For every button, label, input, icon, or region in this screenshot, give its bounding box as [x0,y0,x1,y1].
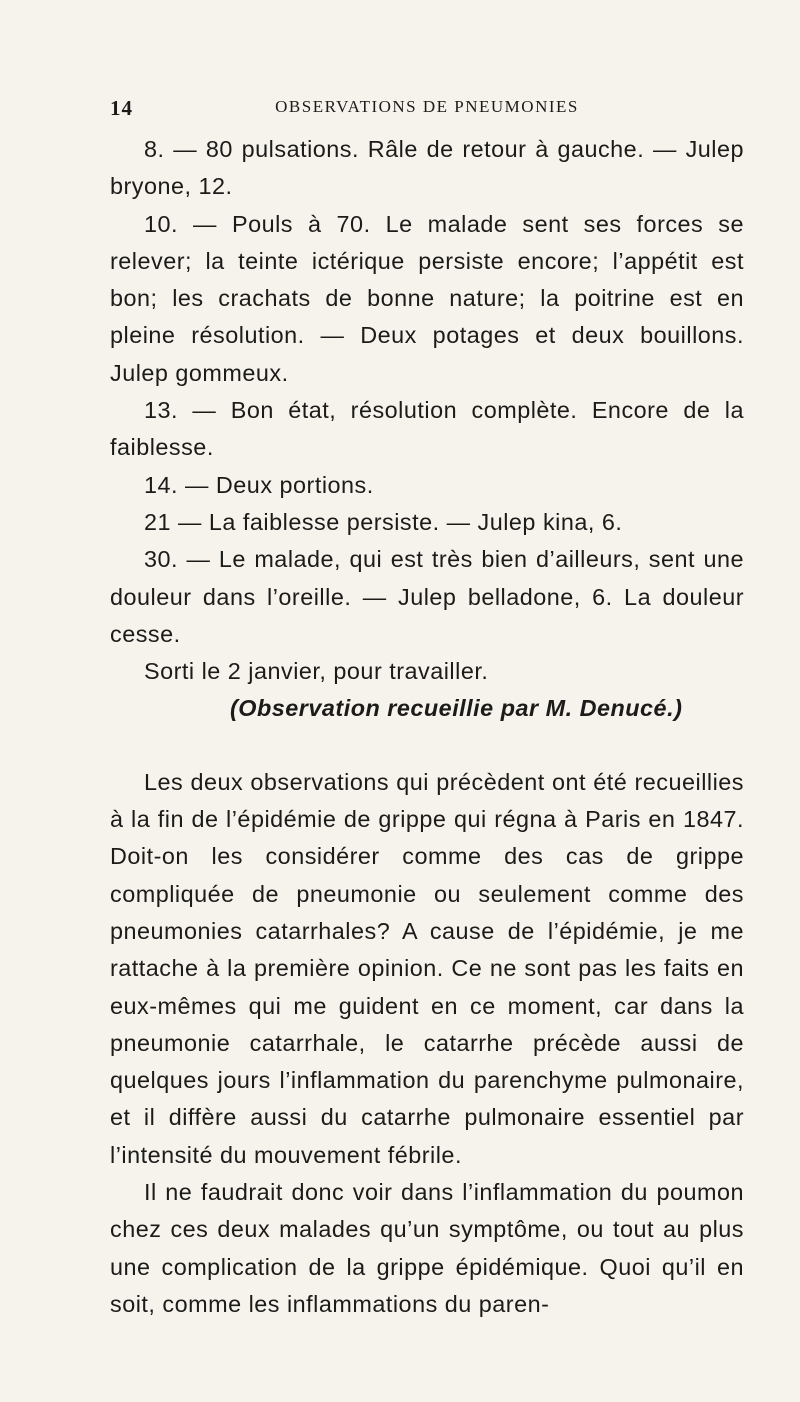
discharge-note: Sorti le 2 janvier, pour travailler. [144,658,489,685]
entry-day-21: 21 — La faiblesse persiste. — Julep kina, 6. [144,508,623,535]
section-gap [110,728,744,764]
discussion-paragraph-2: Il ne faudrait donc voir dans l’inflammation du poumon chez ces deux malades qu’un symptôme, ou tout au plus une complication de la grippe épidémique. Quoi qu’il en soit, comme les inflammations du paren- [110,1179,744,1317]
page-header [110,96,744,124]
entry-day-14: 14. — Deux portions. [144,471,374,498]
running-title: OBSERVATIONS DE PNEUMONIES [275,97,579,116]
entry-day-8: 8. — 80 pulsations. Râle de retour à gauche. — Julep bryone, 12. [110,136,744,200]
observation-attribution: (Observation recueillie par M. Denucé.) [230,695,683,722]
entry-day-30: 30. — Le malade, qui est très bien d’ailleurs, sent une douleur dans l’oreille. — Julep belladone, 6. La douleur cesse. [110,546,744,647]
discussion-paragraph-1: Les deux observations qui précèdent ont été recueillies à la fin de l’épidémie de grippe qui régna à Paris en 1847. Doit-on les considérer comme des cas de grippe compliquée de pneumonie ou seulement comme des pneumonies catarrhales? A cause de l’épidémie, je me rattache à la première opinion. Ce ne sont pas les faits en eux-mêmes qui me guident en ce moment, car dans la pneumonie catarrhale, le catarrhe précède aussi de quelques jours l’inflammation du parenchyme pulmonaire, et il diffère aussi du catarrhe pulmonaire essentiel par l’intensité du mouvement fébrile. [110,768,744,1168]
page-number: 14 [110,96,133,120]
page-body [110,131,744,1323]
entry-day-10: 10. — Pouls à 70. Le malade sent ses forces se relever; la teinte ictérique persiste encore; l’appétit est bon; les crachats de bonne nature; la poitrine est en pleine résolution. — Deux potages et deux bouillons. Julep gommeux. [110,210,744,386]
entry-day-13: 13. — Bon état, résolution complète. Encore de la faiblesse. [110,397,744,461]
